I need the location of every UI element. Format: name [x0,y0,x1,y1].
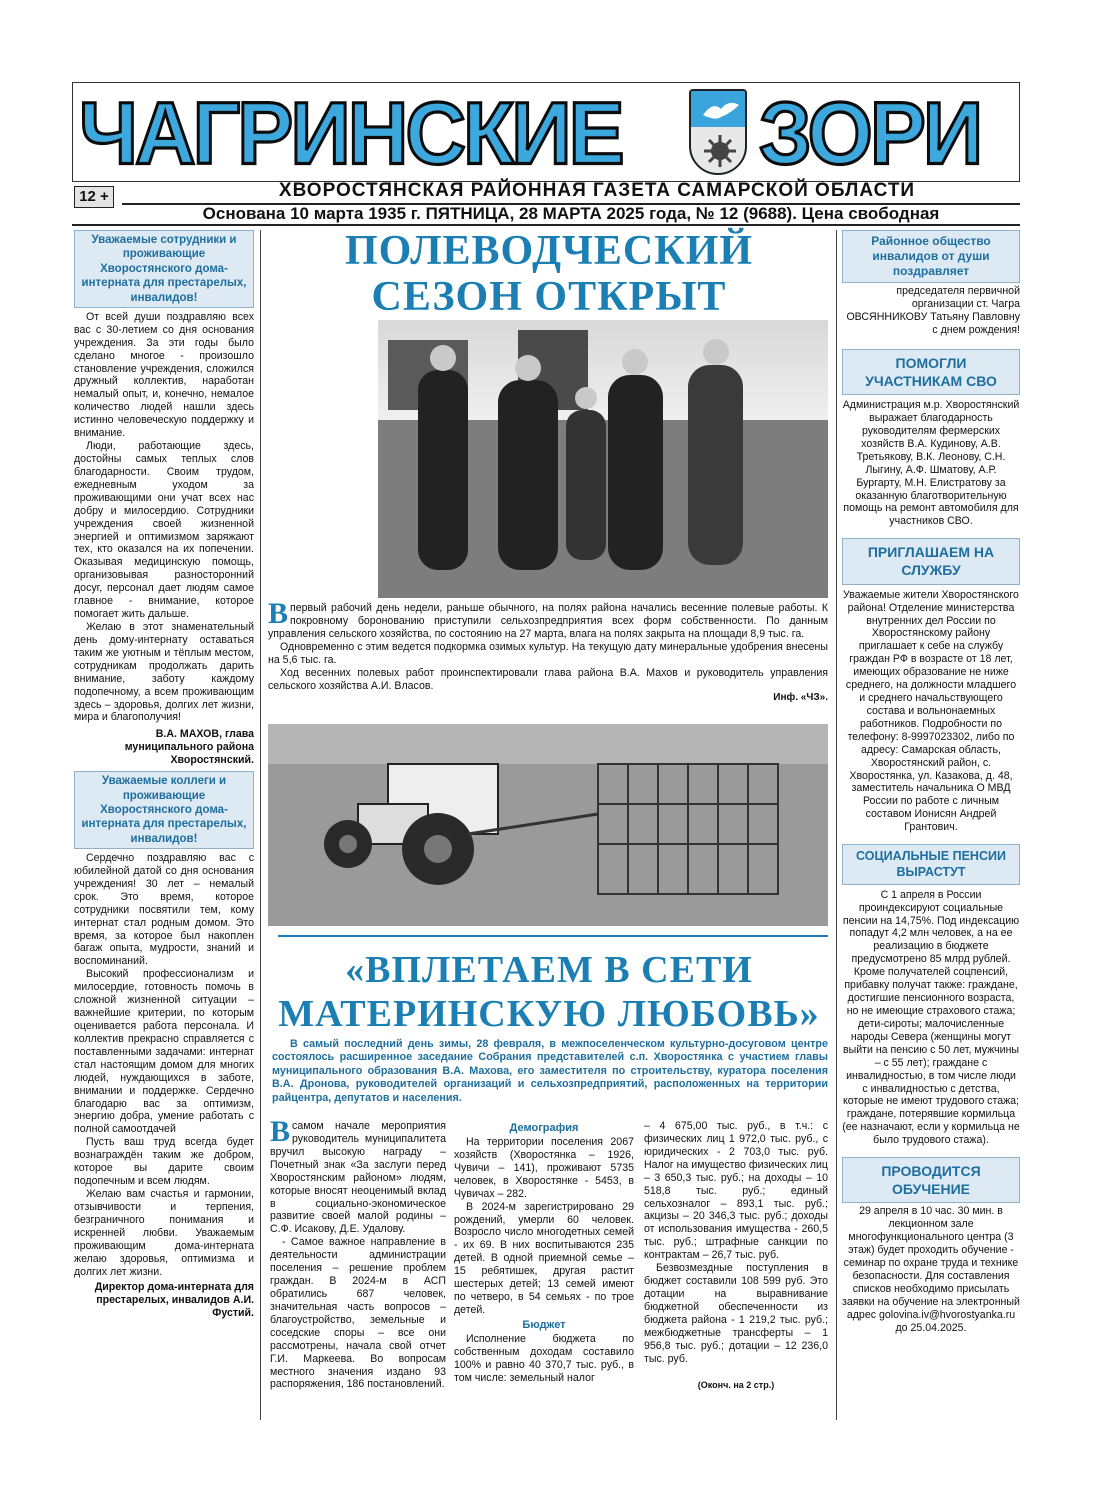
heading-pensions: СОЦИАЛЬНЫЕ ПЕНСИИ ВЫРАСТУТ [842,844,1020,885]
paragraph: - Самое важное направление в деятельности администрации поселения – решение проблем граждан. В 2024-м в АСП обратились 687 человек, значительная часть вопросов – благоустройство, земельные и соседские споры – все они рассмотрены, начала свой отчет Г.И. Маркеева. Во вопросам местного значения издано 93 распоряжения, 186 постановлений. [270,1236,446,1391]
right-column [842,230,1020,1335]
paragraph-lead: В самом начале мероприятия руководитель муниципалитета вручил высокую награду – Почетный знак «За заслуги перед Хворостянским районом» людям, которые вносят неоценимый вклад в социально-экономическое развитие своей малой родины – С.Ф. Исакову, Д.Е. Удалову. [270,1115,446,1236]
paragraph-lead: В первый рабочий день недели, раньше обычного, на полях района начались весенние полевые работы. К покровному боронованию приступили сельхозпредприятия всех форм собственности. По данным управления сельского хозяйства, по состоянию на 27 марта, влага на полях закрыта на площади 8,9 тыс. га. [268,597,828,640]
paragraph: Желаю вам счастья и гармонии, отзывчивости и терпения, безграничного понимания и искренней любви. Уважаемым проживающим дома-интерната желаю здоровья, оптимизма и долгих лет жизни. [74,1187,254,1278]
greeting-text-2 [74,852,254,1278]
paragraph: Исполнение бюджета по собственным доходам составило 100% и равно 40 370,7 тыс. руб., в том числе: земельный налог [454,1332,634,1384]
subhead-demography: Демография [509,1122,579,1134]
greeting-text-1 [74,311,254,725]
paragraph: Высокий профессионализм и милосердие, готовность помочь в сложной жизненной ситуации – важнейшие критерии, по которым оценивается работа персонала. И коллектив прекрасно справляется с поставленными задачами: интернат стал настоящим домом для многих людей, нуждающихся в заботе, внимании и поддержке. Сердечно благодарю вас за оптимизм, энергию добра, умение работать с полной самоотдачей [74,968,254,1136]
paragraph: Сердечно поздравляю вас с юбилейной датой со дня основания учреждения! 30 лет – немалый срок. Это время, которое сотрудники посвятили тем, кому интернат стал родным домом. Это время, за которое был накоплен багаж опыта, мудрости, знаний и воспоминаний. [74,852,254,968]
article-col-1 [270,1115,446,1391]
article-col-2 [454,1120,634,1385]
paragraph: Одновременно с этим ведется подкормка озимых культур. На текущую дату минеральные удобрения внесены на 5,6 тыс. га. [268,640,828,666]
signature-2: Директор дома-интерната для престарелых, инвалидов А.И. Фустий. [94,1281,254,1320]
coat-of-arms-icon [689,89,747,175]
paragraph: Желаю в этот знаменательный день дому-интернату оставаться таким же уютным и тёплым местом, сотрудникам продолжать дарить внимание, заботу каждому подопечному, а всем проживающим здесь – здоровья, долгих лет жизни, мира и благополучия! [74,621,254,724]
paragraph: От всей души поздравляю всех вас с 30-летием со дня основания учреждения. За эти годы было сделано многое - произошло становление учреждения, сложился дружный коллектив, наработан немалый опыт, и, конечно, немалое количество людей нашли здесь истинно человеческую поддержку и внимание. [74,310,254,440]
paragraph: Люди, работающие здесь, достойны самых теплых слов благодарности. Своим трудом, ежедневным уходом за проживающими они учат всех нас добру и милосердию. Сотрудники учреждения своей жизненной энергией и оптимизмом заряжают тех, кто оказался на их попечении. Оказывая медицинскую помощь, организовывая разносторонний досуг, персонал дает людям самое главное - внимание, которое помогает жить дальше. [74,440,254,621]
greeting-heading-2: Уважаемые коллеги и проживающие Хворостянского дома-интерната для престарелых, инвалидов! [74,771,254,849]
masthead [72,82,1020,182]
heading-invite-service: ПРИГЛАШАЕМ НА СЛУЖБУ [842,538,1020,584]
dateline: Основана 10 марта 1935 г. ПЯТНИЦА, 28 МАРТА 2025 года, № 12 (9688). Цена свободная [202,204,940,223]
article-field-season [268,597,828,705]
greeting-heading-1: Уважаемые сотрудники и проживающие Хворостянского дома-интерната для престарелых, инвалидов! [74,230,254,308]
paragraph: Безвозмездные поступления в бюджет составили 108 599 руб. Это дотации на выравнивание бюджетной обеспеченности из бюджета района - 1 219,2 тыс. руб.; межбюджетные трансферты – 1 956,8 тыс. руб.; дотации – 12 236,0 тыс. руб. [644,1262,828,1365]
article-credit: Инф. «ЧЗ». [773,692,828,704]
paragraph: Пусть ваш труд всегда будет вознаграждён таким же добром, которое вы дарите своим подопечным и всем людям. [74,1136,254,1188]
newspaper-subtitle: ХВОРОСТЯНСКАЯ РАЙОННАЯ ГАЗЕТА САМАРСКОЙ ОБЛАСТИ [278,180,916,201]
continued-note: (Оконч. на 2 стр.) [697,1379,775,1390]
text-invite-service: Уважаемые жители Хворостянского района! Отделение министерства внутренних дел России по Хворостянскому району приглашает к себе на службу граждан РФ в возрасте от 18 лет, имеющих образование не ниже среднего, на должности младшего и среднего начальствующего состава и вольнонаемных работников. Подробности по телефону: 8-9997023302, либо по адресу: Самарская область, Хворостянский район, с. Хворостянка, ул. Казакова, д. 48, заместитель начальника О МВД России по работе с личным составом Ионисян Андрей Грантович. [843,588,1019,834]
column-divider [836,230,837,1420]
article-col-3 [644,1120,828,1390]
signature-1: В.А. МАХОВ, глава муниципального района Хворостянский. [124,728,254,767]
headline-field-season: ПОЛЕВОДЧЕСКИЙ СЕЗОН ОТКРЫТ [344,228,753,320]
heading-svo-help: ПОМОГЛИ УЧАСТНИКАМ СВО [842,349,1020,395]
text-svo-help: Администрация м.р. Хворостянский выражает благодарность руководителям фермерских хозяйств В.А. Кудинову, А.В. Третьякову, В.К. Леонову, С.Н. Лыгину, А.Ф. Шматову, А.Р. Бургарту, М.Н. Елистратову за оказанную благотворительную помощь на ремонт автомобиля для участников СВО. [842,399,1020,528]
headline-rule [278,935,828,937]
masthead-title-word1: ЧАГРИНСКИЕ [79,83,622,183]
paragraph: – 4 675,00 тыс. руб., в т.ч.: с физических лиц 1 972,0 тыс. руб., с юридических - 2 703,0 тыс. руб. Налог на имущество физических лиц – 3 650,3 тыс. руб.; на доходы – 10 518,8 тыс. руб.; единый сельхозналог – 893,1 тыс. руб.; акцизы – 20 346,3 тыс. руб.; доходы от использования имущества - 260,5 тыс. руб.; штрафные санкции по контрактам – 26,7 тыс. руб. [644,1120,828,1262]
paragraph: Ход весенних полевых работ проинспектировали глава района В.А. Махов и руководитель управления сельского хозяйства А.И. Власов. [268,666,828,692]
photo-field-officials [378,320,828,598]
photo-tractor-harrowing [268,724,828,926]
headline-maternal-love: «ВПЛЕТАЕМ В СЕТИ МАТЕРИНСКУЮ ЛЮБОВЬ» [278,949,820,1035]
column-divider [260,230,261,1420]
heading-disabled-society: Районное общество инвалидов от души поздравляет [842,230,1020,283]
lead-maternal-love: В самый последний день зимы, 28 февраля, в межпоселенческом культурно-досуговом центре состоялось расширенное заседание Собрания представителей с.п. Хворостянка с участием главы муниципального образования В.А. Махова, его заместителя по строительству, куратора поселения В.А. Дронова, руководителей организаций и сельхозпредприятий, расположенных на территории райцентра, депутатов и населения. [272,1038,828,1104]
subhead-budget: Бюджет [522,1318,566,1331]
masthead-title-word2: ЗОРИ [759,83,981,183]
text-pensions: С 1 апреля в России проиндексируют социальные пенсии на 14,75%. Под индексацию попадут 4,2 млн человек, а на ее реализацию в бюджете предусмотрено 85 млрд рублей. Кроме получателей соцпенсий, прибавку получат также: граждане, достигшие пенсионного возраста, но не имеющие страхового стажа; дети-сироты; малочисленные народы Севера (женщины могут выйти на пенсию с 50 лет, мужчины – с 55 лет); граждане с инвалидностью, в том числе люди с инвалидностью с детства, которые не имеют трудового стажа; граждане, потерявшие кормильца (ее назначают, если у кормильца не было трудового стажа). [842,888,1020,1147]
masthead-rule-bottom [72,224,1020,226]
age-rating-badge: 12 + [74,186,114,208]
dropcap: В [268,597,289,630]
paragraph: На территории поселения 2067 хозяйств (Хворостянка – 1926, Чувичи – 141), проживают 5735 человек, в Хворостянке - 5453, в Чувичах – 282. [454,1136,634,1200]
text-birthday: председателя первичной организации ст. Чагра ОВСЯННИКОВУ Татьяну Павловну с днем рождения! [846,285,1020,336]
heading-training: ПРОВОДИТСЯ ОБУЧЕНИЕ [842,1157,1020,1203]
dropcap: В [270,1115,291,1148]
text-training: 29 апреля в 10 час. 30 мин. в лекционном зале многофункционального центра (3 этаж) будет проходить обучение - семинар по охране труда и технике безопасности. Для составления списков необходимо присылать заявки на обучение на электронный адрес golovina.iv@hvorostyanka.ru до 25.04.2025. [842,1205,1020,1334]
paragraph: В 2024-м зарегистрировано 29 рождений, умерли 60 человек. Возросло число многодетных семей - их 69. В них воспитываются 235 детей. В одной приемной семье – 15 ребятишек, другая растит шестерых детей; 13 семей имеют по четверо, в 54 семьях - по трое детей. [454,1200,634,1316]
left-column [74,230,254,1320]
